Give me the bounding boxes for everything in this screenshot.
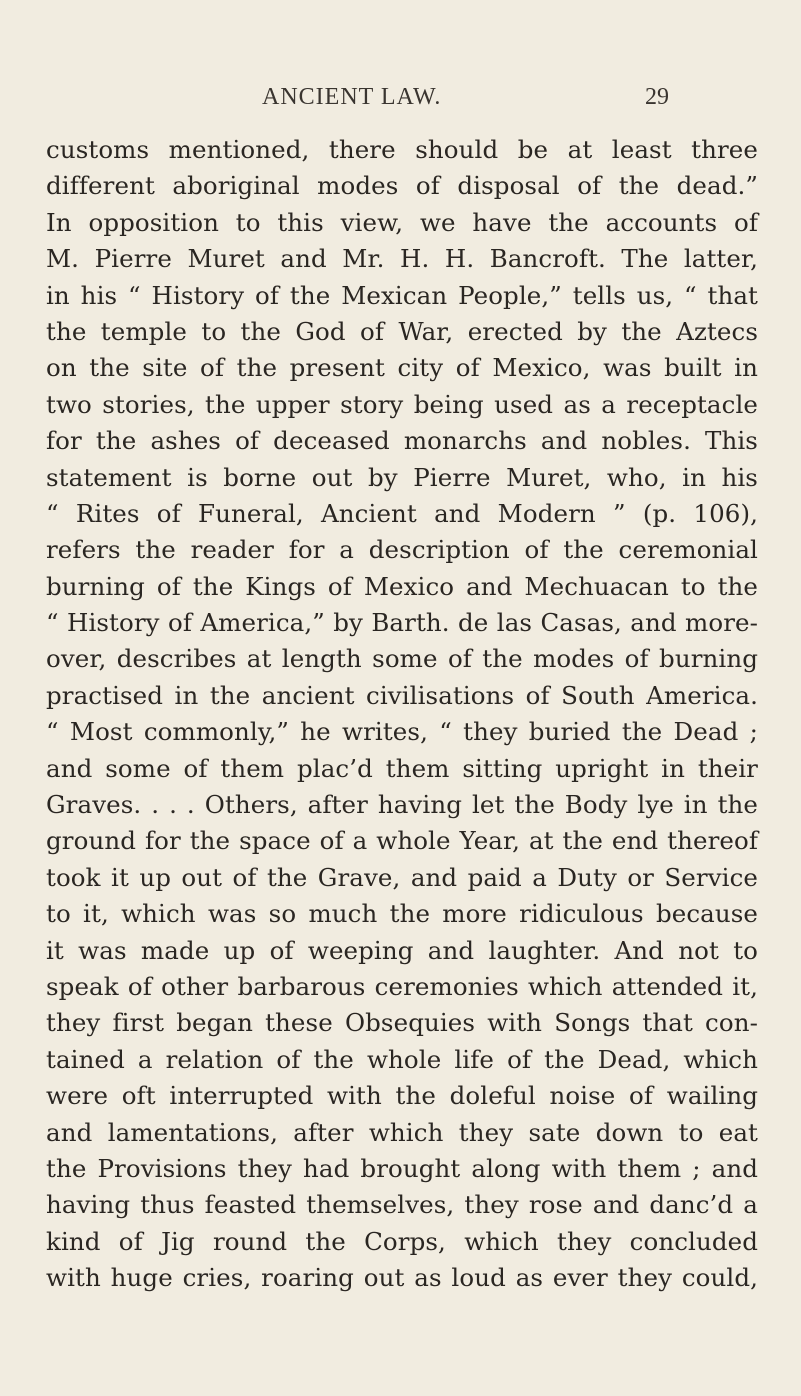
running-title: ANCIENT LAW.: [262, 84, 442, 110]
text-line: it was made up of weeping and laughter. And not to: [46, 935, 758, 965]
text-line: “ Most commonly,” he writes, “ they buried the Dead ;: [46, 717, 758, 747]
text-line: practised in the ancient civilisations of South America.: [46, 680, 758, 710]
text-line: with huge cries, roaring out as loud as ever they could,: [46, 1263, 758, 1293]
text-line: two stories, the upper story being used as a receptacle: [46, 389, 758, 419]
text-line: in his “ History of the Mexican People,” tells us, “ that: [46, 280, 758, 310]
text-line: the Provisions they had brought along with them ; and: [46, 1153, 758, 1183]
body-text: [46, 132, 758, 1297]
text-line: having thus feasted themselves, they rose and danc’d a: [46, 1190, 758, 1220]
text-line: speak of other barbarous ceremonies which attended it,: [46, 971, 758, 1001]
text-line: In opposition to this view, we have the accounts of: [46, 207, 758, 237]
text-line: M. Pierre Muret and Mr. H. H. Bancroft. The latter,: [46, 244, 758, 274]
text-line: to it, which was so much the more ridiculous because: [46, 899, 758, 929]
text-line: the temple to the God of War, erected by the Aztecs: [46, 316, 758, 346]
text-line: were oft interrupted with the doleful noise of wailing: [46, 1081, 758, 1111]
text-line: different aboriginal modes of disposal of the dead.”: [46, 171, 758, 201]
text-line: and some of them plac’d them sitting upright in their: [46, 753, 758, 783]
text-line: took it up out of the Grave, and paid a Duty or Service: [46, 862, 758, 892]
text-line: ground for the space of a whole Year, at the end thereof: [46, 826, 758, 856]
text-line: they first began these Obsequies with Songs that con-: [46, 1008, 758, 1038]
text-line: over, describes at length some of the modes of burning: [46, 644, 758, 674]
text-line: tained a relation of the whole life of the Dead, which: [46, 1044, 758, 1074]
text-line: customs mentioned, there should be at least three: [46, 135, 758, 164]
running-head: [0, 84, 801, 124]
text-line: statement is borne out by Pierre Muret, who, in his: [46, 462, 758, 492]
text-line: refers the reader for a description of the ceremonial: [46, 535, 758, 565]
text-line: “ History of America,” by Barth. de las Casas, and more-: [46, 608, 758, 638]
text-line: and lamentations, after which they sate down to eat: [46, 1117, 758, 1147]
text-line: for the ashes of deceased monarchs and nobles. This: [46, 426, 758, 456]
text-line: kind of Jig round the Corps, which they concluded: [46, 1226, 758, 1256]
text-line: on the site of the present city of Mexico, was built in: [46, 353, 758, 383]
text-line: burning of the Kings of Mexico and Mechuacan to the: [46, 571, 758, 601]
text-line: Graves. . . . Others, after having let the Body lye in the: [46, 790, 758, 820]
text-line: “ Rites of Funeral, Ancient and Modern ” (p. 106),: [46, 498, 758, 528]
page-number: 29: [645, 84, 669, 110]
